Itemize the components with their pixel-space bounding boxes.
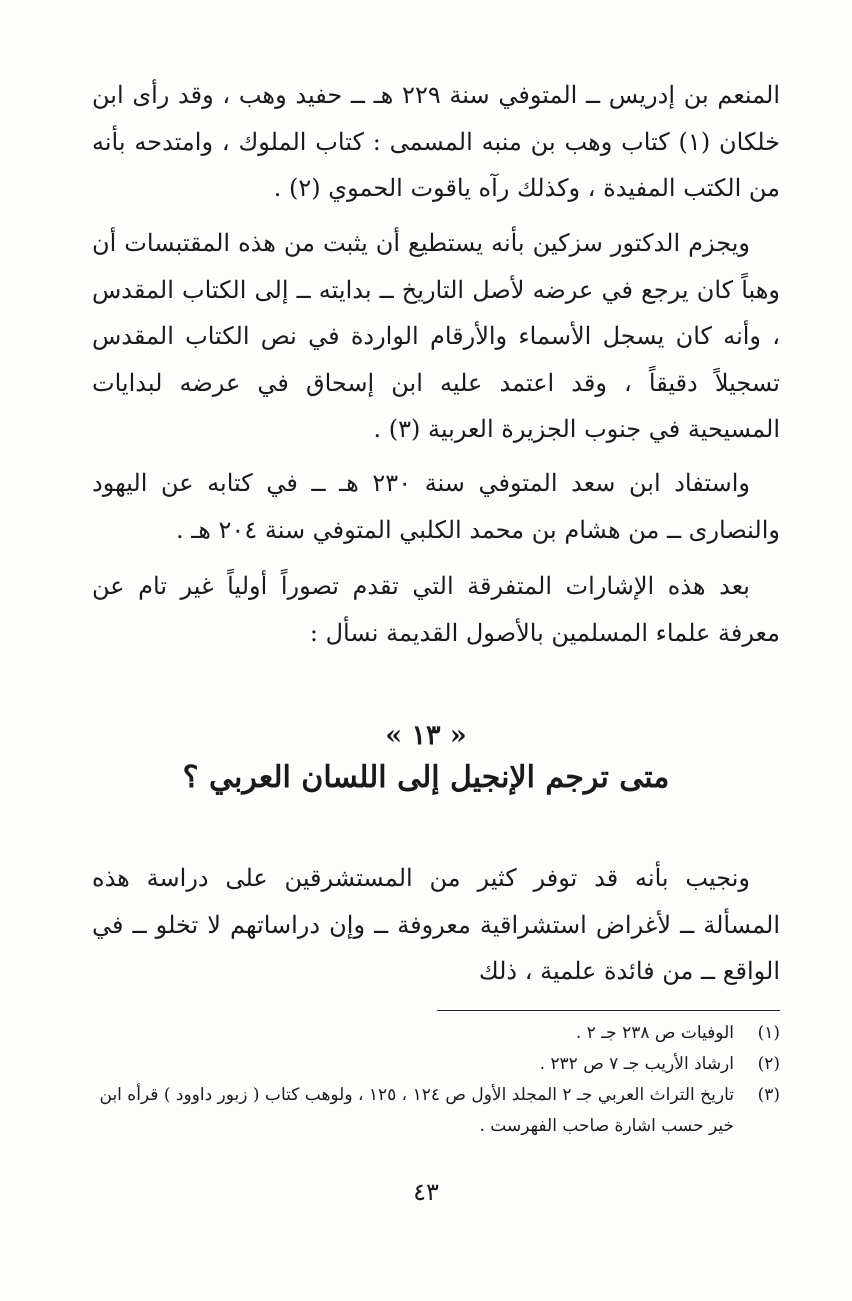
footnote-item	[92, 1018, 780, 1049]
footnote-item	[92, 1080, 780, 1142]
paragraph-wahb-kings-book: المنعم بن إدريس ــ المتوفي سنة ٢٢٩ هـ ــ حفيد وهب ، وقد رأى ابن خلكان (١) كتاب وهب بن منبه المسمى : كتاب الملوك ، وامتدحه بأنه من الكتب المفيدة ، وكذلك رآه ياقوت الحموي (٢) .	[92, 81, 780, 202]
footnotes	[92, 1018, 780, 1142]
footnote-number: (١)	[757, 1023, 780, 1043]
footnote-number: (٢)	[757, 1054, 780, 1074]
section-number: « ١٣ »	[385, 720, 467, 751]
footnote-item	[92, 1049, 780, 1080]
paragraph-orientalists: ونجيب بأنه قد توفر كثير من المستشرقين على دراسة هذه المسألة ــ لأغراض استشراقية معروفة ــ وإن دراساتهم لا تخلو ــ في الواقع ــ من فائدة علمية ، ذلك	[92, 864, 780, 985]
paragraph-sezgin-claim: ويجزم الدكتور سزكين بأنه يستطيع أن يثبت من هذه المقتبسات أن وهباً كان يرجع في عرضه لأصل التاريخ ــ بدايته ــ إلى الكتاب المقدس ، وأنه كان يسجل الأسماء والأرقام الواردة في نص الكتاب المقدس تسجيلاً دقيقاً ، وقد اعتمد عليه ابن إسحاق في عرضه لبدايات المسيحية في جنوب الجزيرة العربية (٣) .	[92, 229, 780, 443]
page-number: ٤٣	[413, 1178, 439, 1206]
paragraph-ibn-saad: واستفاد ابن سعد المتوفي سنة ٢٣٠ هـ ــ في كتابه عن اليهود والنصارى ــ من هشام بن محمد الكلبي المتوفي سنة ٢٠٤ هـ .	[92, 469, 780, 544]
paragraph-question-intro: بعد هذه الإشارات المتفرقة التي تقدم تصوراً أولياً غير تام عن معرفة علماء المسلمين بالأصول القديمة نسأل :	[92, 572, 780, 647]
footnote-number: (٣)	[757, 1085, 780, 1105]
footnote-text: الوفيات ص ٢٣٨ جـ ٢ .	[575, 1023, 734, 1043]
footnote-text: تاريخ التراث العربي جـ ٢ المجلد الأول ص ١٢٤ ، ١٢٥ ، ولوهب كتاب ( زبور داوود ) قرأه ابن خير حسب اشارة صاحب الفهرست .	[99, 1085, 734, 1136]
footnote-text: ارشاد الأريب جـ ٧ ص ٢٣٢ .	[539, 1054, 734, 1074]
section-title: متى ترجم الإنجيل إلى اللسان العربي ؟	[182, 760, 670, 795]
footnote-divider	[437, 1010, 780, 1011]
